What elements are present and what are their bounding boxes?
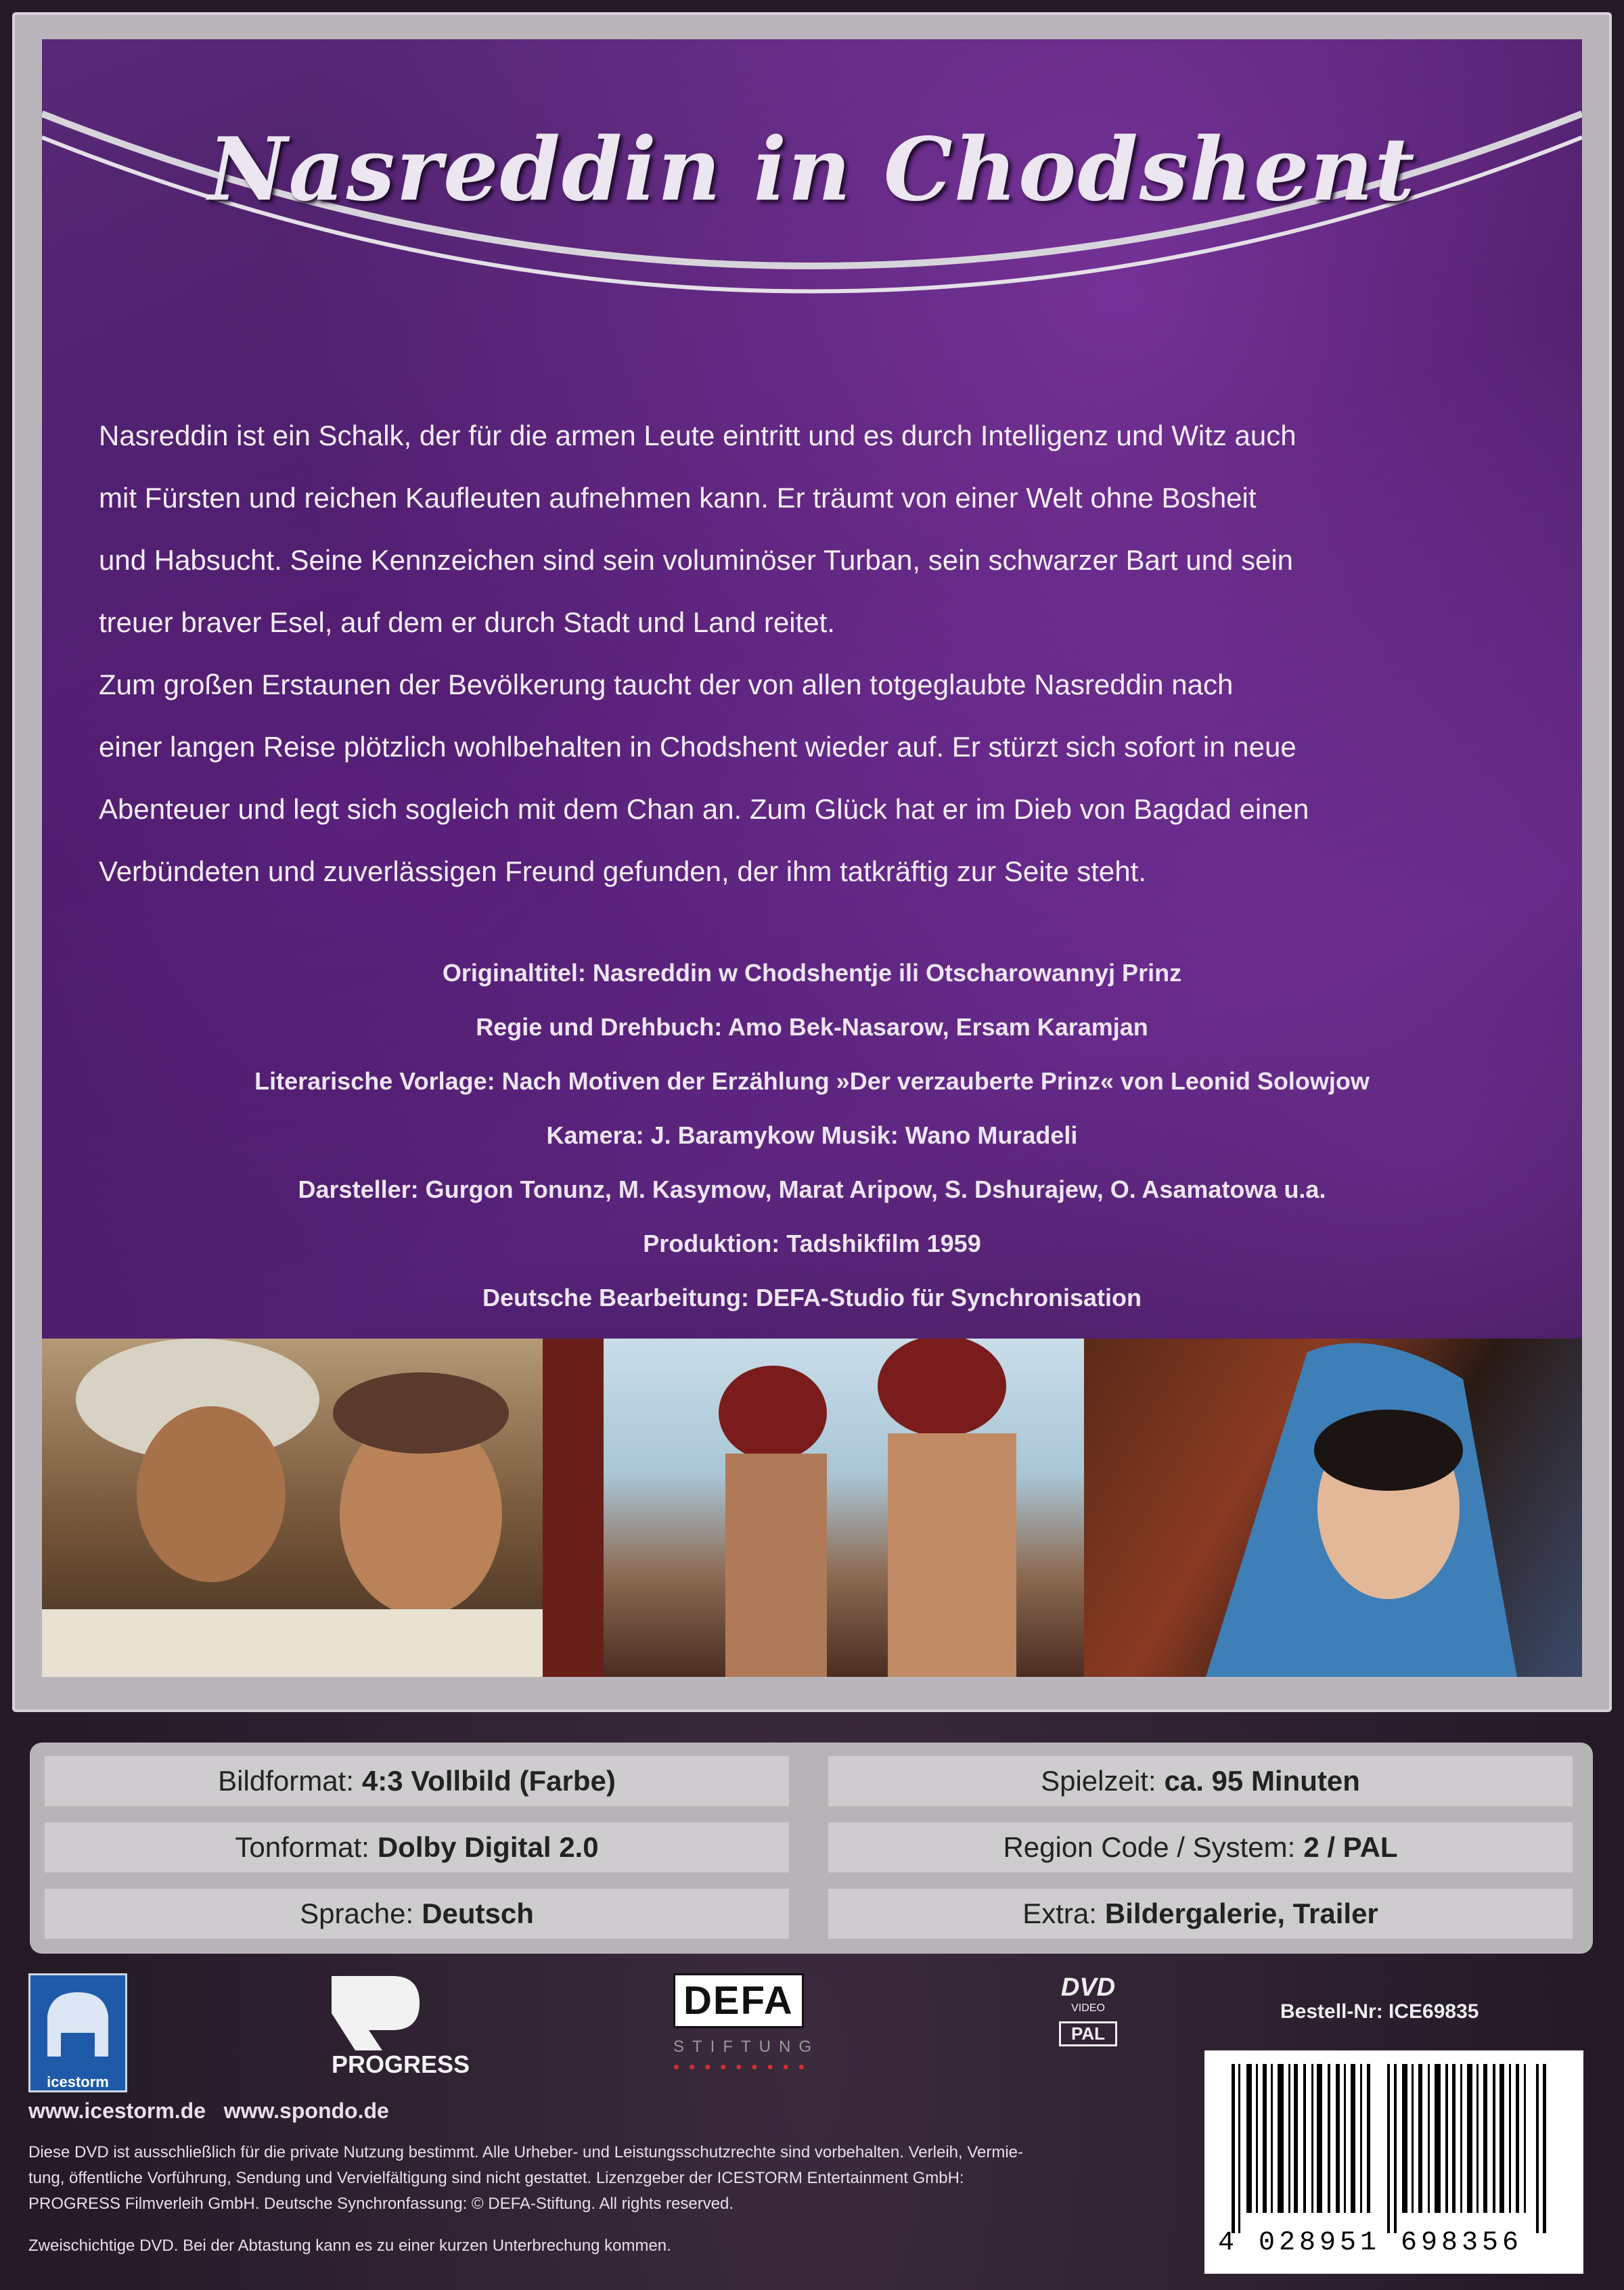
spec-value: Deutsch [422, 1898, 534, 1929]
synopsis-line: treuer braver Esel, auf dem er durch Stadt und Land reitet. [99, 606, 835, 638]
barcode-number: 4 028951 698356 [1218, 2228, 1523, 2258]
spec-label: Tonformat: [235, 1831, 369, 1863]
elephant-icon [30, 1975, 125, 2070]
credit-director: Regie und Drehbuch: Amo Bek-Nasarow, Ersam Karamjan [476, 1013, 1148, 1041]
progress-wordmark: PROGRESS [332, 2050, 470, 2078]
defa-dots: ••••••••• [673, 2057, 814, 2077]
spec-label: Spielzeit: [1041, 1765, 1156, 1797]
legal-line: Diese DVD ist ausschließlich für die private Nutzung bestimmt. Alle Urheber- und Leistungsschutzrechte sind vorbehalten. Verleih, Vermie- [28, 2143, 1024, 2161]
spec-label: Bildformat: [218, 1765, 354, 1797]
legal-line: PROGRESS Filmverleih GmbH. Deutsche Synchronfassung: © DEFA-Stiftung. All rights reserved. [28, 2195, 734, 2213]
dvd-video-logo [1047, 1973, 1129, 2061]
credit-original-title: Originaltitel: Nasreddin w Chodshentje ili Otscharowannyj Prinz [442, 959, 1182, 987]
spec-value: Dolby Digital 2.0 [377, 1831, 599, 1863]
defa-wordmark: DEFA [673, 1973, 804, 2028]
spec-runtime [828, 1756, 1573, 1806]
film-stills-strip [42, 1339, 1582, 1677]
spec-label: Sprache: [300, 1898, 414, 1929]
dvd-wordmark: DVD [1060, 1973, 1116, 2002]
spec-value: ca. 95 Minuten [1164, 1765, 1360, 1797]
film-still-image [543, 1339, 1084, 1677]
icestorm-wordmark: icestorm [47, 2073, 109, 2090]
pal-badge: PAL [1059, 2021, 1117, 2046]
barcode [1204, 2050, 1583, 2274]
spec-value: 4:3 Vollbild (Farbe) [361, 1765, 616, 1797]
synopsis-line: Zum großen Erstaunen der Bevölkerung taucht der von allen totgeglaubte Nasreddin nach [99, 669, 1234, 700]
cover-title: Nasreddin in Chodshent [208, 119, 1416, 221]
spec-value: 2 / PAL [1303, 1831, 1398, 1863]
synopsis-line: Nasreddin ist ein Schalk, der für die armen Leute eintritt und es durch Intelligenz und Witz auch [99, 420, 1296, 451]
progress-mark-icon [332, 1976, 426, 2050]
defa-subtitle: STIFTUNG [673, 2038, 819, 2056]
icestorm-logo [28, 1973, 127, 2092]
order-number: Bestell-Nr: ICE69835 [1280, 2000, 1479, 2023]
spec-sound-format [45, 1822, 789, 1872]
film-still-image [1084, 1339, 1582, 1677]
spec-picture-format [45, 1756, 789, 1806]
credit-cast: Darsteller: Gurgon Tonunz, M. Kasymow, Marat Aripow, S. Dshurajew, O. Asamatowa u.a. [298, 1175, 1326, 1203]
spec-value: Bildergalerie, Trailer [1104, 1898, 1378, 1929]
spec-language [45, 1889, 789, 1939]
legal-notice [28, 2140, 1179, 2217]
spec-label: Region Code / System: [1003, 1831, 1296, 1863]
footer-logos [0, 1962, 1624, 2290]
credits-block [42, 946, 1582, 1325]
spec-region [828, 1822, 1573, 1872]
websites: www.icestorm.de www.spondo.de [28, 2098, 389, 2123]
credit-source: Literarische Vorlage: Nach Motiven der Erzählung »Der verzauberte Prinz« von Leonid Solowjow [254, 1067, 1370, 1095]
film-still-image [42, 1339, 543, 1677]
synopsis-line: Verbündeten und zuverlässigen Freund gefunden, der ihm tatkräftig zur Seite steht. [99, 855, 1146, 887]
legal-line: tung, öffentliche Vorführung, Sendung und Vervielfältigung sind nicht gestattet. Lizenzgeber der ICESTORM Entertainment GmbH: [28, 2169, 964, 2187]
synopsis-line: Abenteuer und legt sich sogleich mit dem Chan an. Zum Glück hat er im Dieb von Bagdad einen [99, 793, 1309, 825]
spec-extras [828, 1889, 1573, 1939]
technical-specs-panel [30, 1743, 1593, 1954]
synopsis-text [99, 405, 1525, 903]
synopsis-line: mit Fürsten und reichen Kaufleuten aufnehmen kann. Er träumt von einer Welt ohne Bosheit [99, 482, 1257, 514]
synopsis-line: einer langen Reise plötzlich wohlbehalten in Chodshent wieder auf. Er stürzt sich sofort in neue [99, 731, 1296, 763]
credit-production: Produktion: Tadshikfilm 1959 [643, 1230, 981, 1257]
barcode-bars [1204, 2050, 1583, 2233]
defa-logo [673, 1973, 856, 2082]
dvd-video-label: VIDEO [1071, 2002, 1105, 2014]
credit-german-version: Deutsche Bearbeitung: DEFA-Studio für Synchronisation [482, 1284, 1142, 1311]
synopsis-line: und Habsucht. Seine Kennzeichen sind sein voluminöser Turban, sein schwarzer Bart und sein [99, 544, 1294, 576]
progress-logo [318, 1976, 480, 2084]
dual-layer-note: Zweischichtige DVD. Bei der Abtastung kann es zu einer kurzen Unterbrechung kommen. [28, 2237, 671, 2255]
credit-camera-music: Kamera: J. Baramykow Musik: Wano Muradeli [546, 1121, 1078, 1149]
synopsis-panel [42, 39, 1582, 1339]
spec-label: Extra: [1022, 1898, 1097, 1929]
